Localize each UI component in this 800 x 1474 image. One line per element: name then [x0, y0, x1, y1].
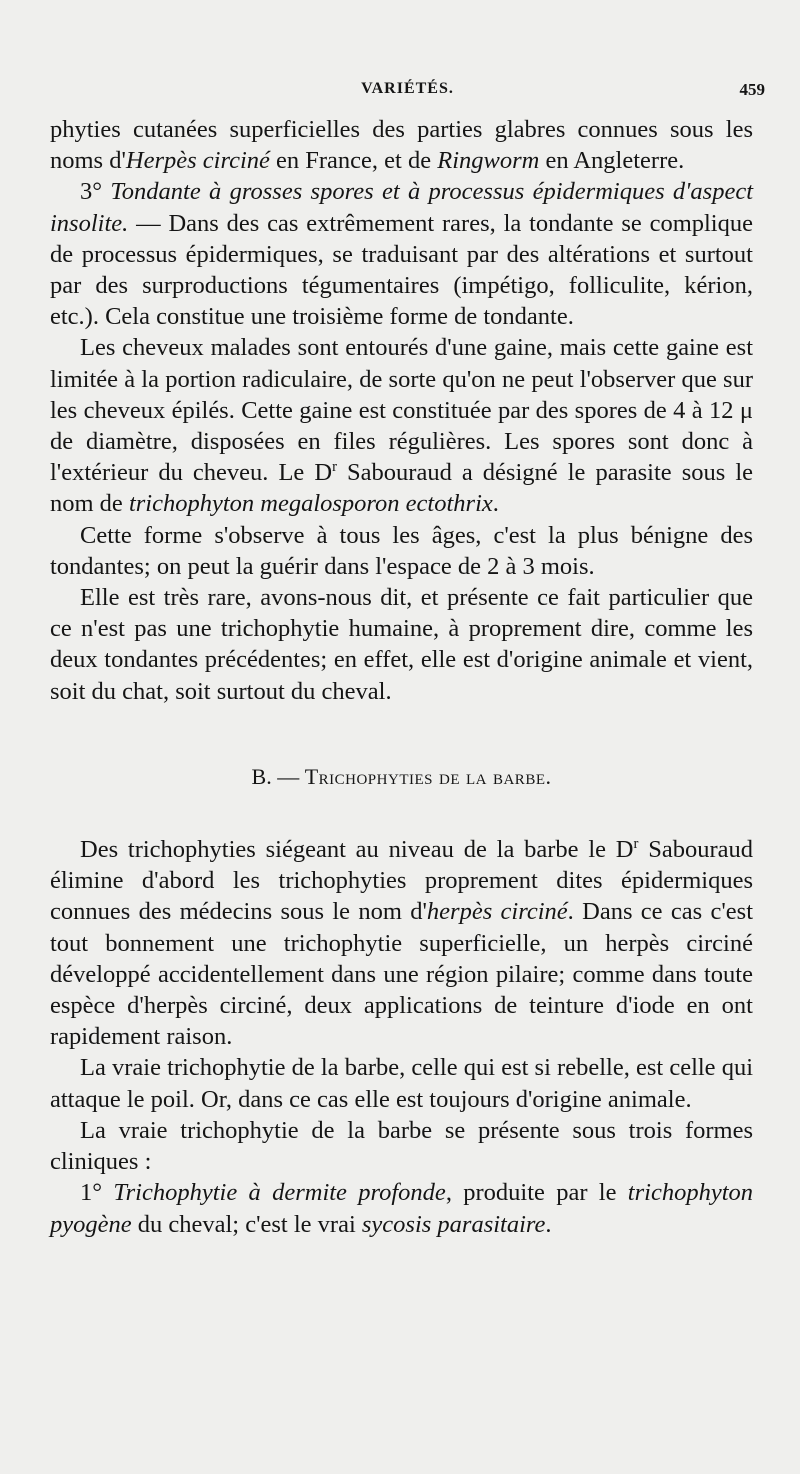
italic-run: herpès circiné: [426, 898, 568, 926]
paragraph-2: [50, 176, 753, 332]
superscript: r: [332, 459, 337, 476]
text-run: Sabouraud a désigné le parasite sous le nom de: [50, 459, 754, 518]
paragraph-6: [50, 834, 753, 1052]
paragraph-8: [50, 1115, 753, 1177]
section-heading-b: [50, 761, 753, 792]
text-run: Les cheveux malades sont entourés d'une gaine, mais cette gaine est limitée à la portion radiculaire, de sorte qu'on ne peut l'observer que sur les cheveux épilés. Cette gaine est constituée par des spores de 4 à 12 μ de diamètre, disposées en files régulières. Les spores sont donc à l'extérieur du cheveu. Le D: [50, 334, 753, 487]
superscript: r: [633, 835, 639, 852]
section-letter: B.: [251, 763, 272, 789]
section-title: Trichophyties de la barbe.: [304, 763, 552, 789]
paragraph-5: [50, 582, 753, 707]
italic-run: sycosis parasitaire: [361, 1210, 546, 1238]
italic-run: Trichophytie à dermite profonde: [113, 1179, 446, 1207]
text-run: en Angleterre.: [539, 147, 685, 175]
text-run: Elle est très rare, avons-nous dit, et présente ce fait particulier que ce n'est pas une trichophytie humaine, à proprement dire, comme les deux tondantes précédentes; en effet, elle est d'origine animale et vient, soit du chat, soit surtout du cheval.: [50, 584, 753, 705]
list-number: 1°: [80, 1179, 103, 1207]
italic-run: trichophyton pyogène: [50, 1179, 754, 1238]
running-title: VARIÉTÉS.: [361, 80, 454, 97]
text-run: .: [492, 490, 499, 518]
italic-run: Ringworm: [437, 147, 540, 175]
paragraph-4: [50, 520, 753, 582]
paragraph-3: [50, 332, 753, 519]
text-run: La vraie trichophytie de la barbe se présente sous trois formes cliniques :: [50, 1116, 753, 1176]
text-run: .: [545, 1210, 552, 1238]
text-run: Des trichophyties siégeant au niveau de la barbe le D: [80, 836, 634, 864]
page-number: 459: [739, 80, 765, 99]
list-number: 3°: [80, 178, 103, 206]
paragraph-9: [50, 1177, 753, 1239]
text-run: — Dans des cas extrêmement rares, la tondante se complique de processus épidermiques, se traduisant par des altérations et surtout par des surproductions tégumentaires (impétigo, folliculite, kérion, etc.). Cela constitue une troisième forme de tondante.: [50, 209, 753, 331]
text-run: phyties cutanées superficielles des parties glabres connues sous les noms d': [50, 116, 753, 175]
paragraph-7: [50, 1052, 753, 1114]
text-run: Cette forme s'observe à tous les âges, c'est la plus bénigne des tondantes; on peut la guérir dans l'espace de 2 à 3 mois.: [50, 521, 753, 580]
text-run: . Dans ce cas c'est tout bonnement une trichophytie superficielle, un herpès circiné développé accidentellement dans une région pilaire; comme dans toute espèce d'herpès circiné, deux applications de teinture d'iode en ont rapidement raison.: [50, 898, 753, 1051]
italic-run: Tondante à grosses spores et à processus épidermiques d'aspect insolite.: [50, 178, 754, 237]
text-run: du cheval; c'est le vrai: [131, 1210, 362, 1238]
paragraph-1: [50, 114, 753, 176]
page-header: [50, 80, 765, 110]
italic-run: trichophyton megalosporon ectothrix: [128, 490, 493, 518]
body-text: [50, 114, 753, 1240]
text-run: en France, et de: [269, 147, 438, 175]
text-run: Sabouraud élimine d'abord les trichophyties proprement dites épidermiques connues des médecins sous le nom d': [50, 836, 753, 926]
section-dash: —: [271, 763, 305, 789]
text-run: , produite par le: [445, 1179, 628, 1207]
text-run: La vraie trichophytie de la barbe, celle qui est si rebelle, est celle qui attaque le poil. Or, dans ce cas elle est toujours d'origine animale.: [50, 1054, 753, 1113]
italic-run: Herpès circiné: [125, 147, 270, 175]
